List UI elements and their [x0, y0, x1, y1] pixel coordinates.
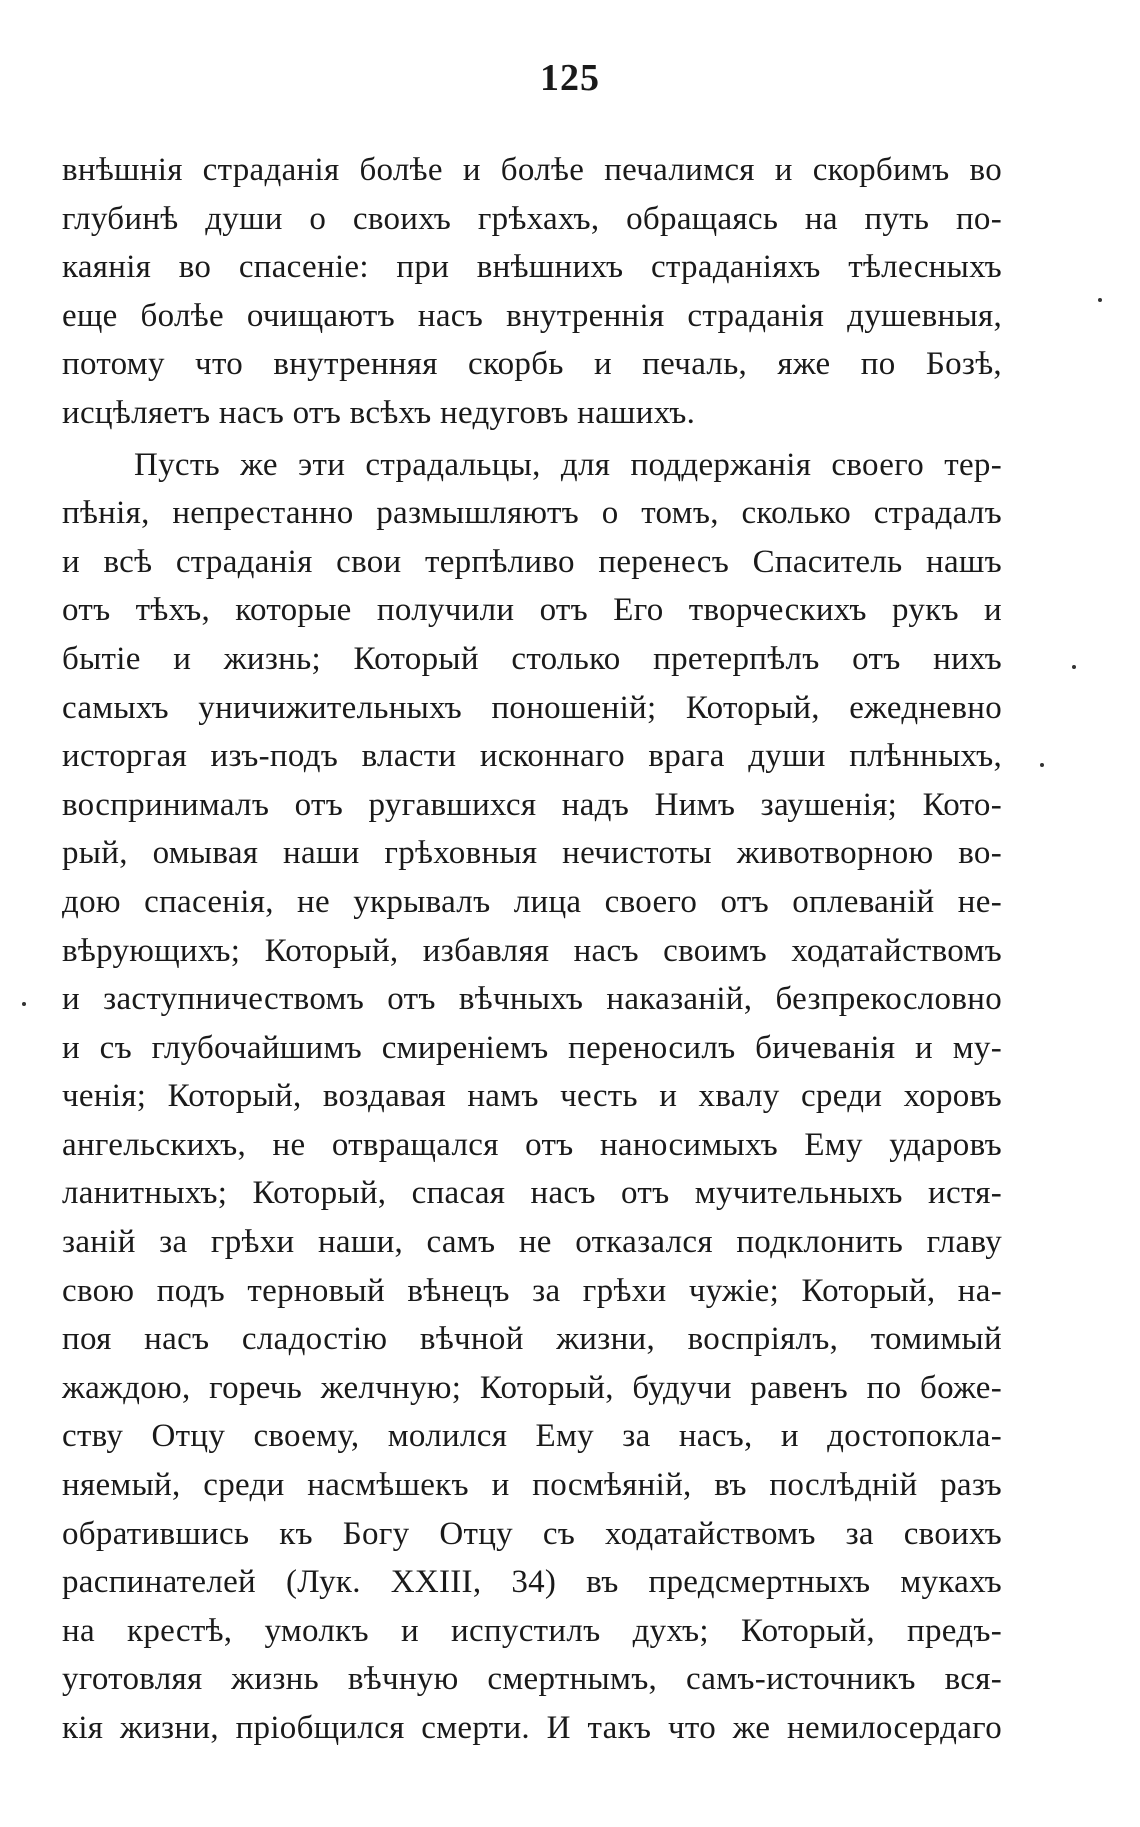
text-line: ству Отцу своему, молился Ему за насъ, и достопокла- [62, 1418, 1002, 1455]
margin-speck [1098, 298, 1102, 302]
text-line: отъ тѣхъ, которые получили отъ Его творческихъ рукъ и [62, 592, 1002, 629]
text-line: глубинѣ души о своихъ грѣхахъ, обращаясь на путь по- [62, 200, 1002, 237]
margin-speck [22, 1002, 26, 1006]
text-line: распинателей (Лук. XXIII, 34) въ предсмертныхъ мукахъ [62, 1564, 1002, 1601]
text-line: каянія во спасеніе: при внѣшнихъ страданіяхъ тѣлесныхъ [62, 249, 1002, 286]
text-line: исторгая изъ-подъ власти исконнаго врага души плѣнныхъ, [62, 738, 1002, 775]
text-line: на крестѣ, умолкъ и испустилъ духъ; Который, предъ- [62, 1612, 1002, 1649]
text-line: еще болѣе очищаютъ насъ внутреннія страданія душевныя, [62, 297, 1002, 334]
text-line: бытіе и жизнь; Который столько претерпѣлъ отъ нихъ [62, 640, 1002, 677]
text-line: и всѣ страданія свои терпѣливо перенесъ Спаситель нашъ [62, 543, 1002, 580]
body-text [62, 146, 1002, 1753]
text-line: исцѣляетъ насъ отъ всѣхъ недуговъ нашихъ. [62, 394, 696, 431]
text-line: обратившись къ Богу Отцу съ ходатайствомъ за своихъ [62, 1515, 1002, 1552]
text-line: уготовляя жизнь вѣчную смертнымъ, самъ-источникъ вся- [62, 1661, 1002, 1698]
margin-speck [1072, 665, 1076, 669]
text-line: ангельскихъ, не отвращался отъ наносимыхъ Ему ударовъ [62, 1126, 1002, 1163]
text-line: самыхъ уничижительныхъ поношеній; Который, ежедневно [62, 689, 1002, 726]
text-line: внѣшнія страданія болѣе и болѣе печалимся и скорбимъ во [62, 152, 1002, 188]
page-number: 125 [540, 57, 600, 99]
text-line: кія жизни, пріобщился смерти. И такъ что же немилосердаго [62, 1710, 1002, 1746]
text-line: ченія; Который, воздавая намъ честь и хвалу среди хоровъ [62, 1078, 1002, 1115]
text-line: пѣнія, непрестанно размышляютъ о томъ, сколько страдалъ [62, 495, 1002, 532]
text-line: поя насъ сладостію вѣчной жизни, воспріялъ, томимый [62, 1321, 1002, 1358]
text-line: и заступничествомъ отъ вѣчныхъ наказаній, безпрекословно [62, 981, 1002, 1018]
text-line: рый, омывая наши грѣховныя нечистоты животворною во- [62, 835, 1002, 872]
text-line: няемый, среди насмѣшекъ и посмѣяній, въ послѣдній разъ [62, 1467, 1002, 1504]
text-line: свою подъ терновый вѣнецъ за грѣхи чужіе; Который, на- [62, 1272, 1002, 1309]
text-line: и съ глубочайшимъ смиреніемъ переносилъ бичеванія и му- [62, 1029, 1002, 1066]
text-line: ланитныхъ; Который, спасая насъ отъ мучительныхъ истя- [62, 1175, 1002, 1212]
text-line: жаждою, горечь желчную; Который, будучи равенъ по боже- [62, 1369, 1002, 1406]
paragraph-start-line: Пусть же эти страдальцы, для поддержанія своего тер- [134, 446, 1002, 483]
text-line: потому что внутренняя скорбь и печаль, яже по Бозѣ, [62, 346, 1002, 383]
text-line: вѣрующихъ; Который, избавляя насъ своимъ ходатайствомъ [62, 932, 1002, 969]
text-line: заній за грѣхи наши, самъ не отказался подклонить главу [62, 1224, 1002, 1261]
text-line: дою спасенія, не укрывалъ лица своего отъ оплеваній не- [62, 883, 1002, 920]
text-line: воспринималъ отъ ругавшихся надъ Нимъ заушенія; Кото- [62, 786, 1002, 823]
margin-speck [1040, 763, 1044, 767]
